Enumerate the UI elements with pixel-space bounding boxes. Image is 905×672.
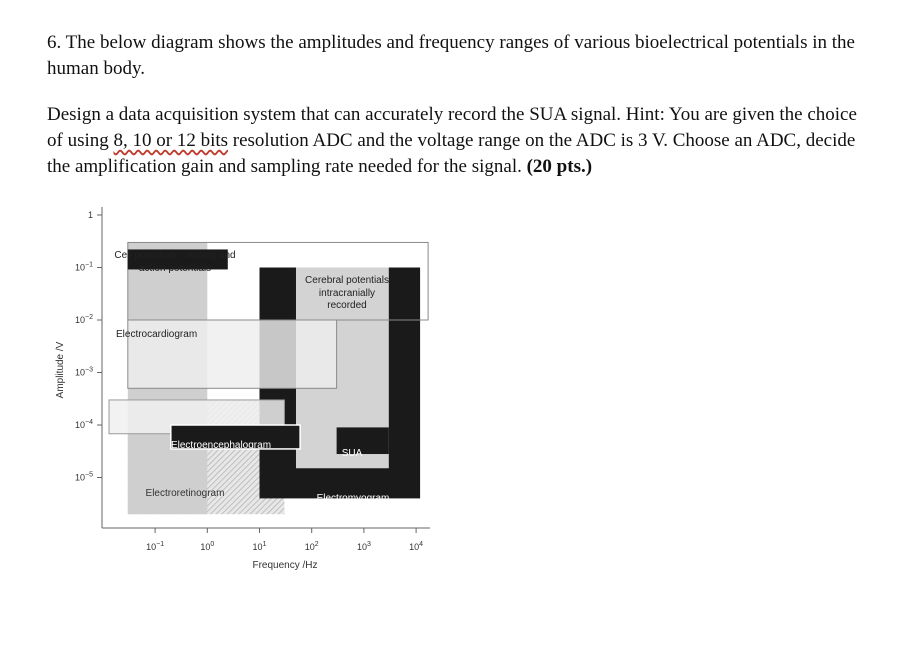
question-intro: 6. The below diagram shows the amplitudes and frequency ranges of various bioelectrical potentials in the human body. (47, 32, 855, 79)
label-cerebral-line2: intracranially (318, 288, 376, 299)
y-axis-label: Amplitude /V (55, 341, 66, 399)
x-tick-label: $10^0$ (200, 541, 215, 552)
x-tick-label: $10^2$ (304, 541, 319, 552)
label-electroencephalogram: Electroencephalogram (170, 440, 272, 451)
task-points: (20 pts.) (526, 156, 593, 177)
x-tick-label: $10^3$ (356, 541, 371, 552)
task-bits-spellcheck: 8, 10 or 12 bits (113, 130, 229, 151)
x-tick-label: $10^{-1}$ (146, 541, 165, 552)
task-text-end: resolution ADC and the voltage range on the ADC is 3 V. Choose an ADC, decide the amplification gain and sampling rate needed for the signal. (47, 130, 856, 177)
x-axis-ticks (146, 528, 423, 552)
x-tick-label: $10^1$ (252, 541, 267, 552)
label-cerebral-line3: recorded (327, 300, 367, 311)
x-axis-label: Frequency /Hz (252, 560, 318, 571)
label-electrocardiogram: Electrocardiogram (116, 329, 198, 340)
y-axis-ticks (75, 210, 102, 483)
label-electromyogram: Electromyogram (316, 493, 390, 504)
y-tick-label: $10^{-2}$ (75, 314, 93, 325)
x-tick-label: $10^4$ (409, 541, 424, 552)
y-tick-label: $10^{-5}$ (75, 471, 93, 483)
task-text-start: Design a data acquisition system that can accurately record the SUA signal. Hint: You are given the choice of using (47, 104, 857, 151)
label-cerebral-line1: Cerebral potentials (305, 275, 389, 286)
y-tick-label: $10^{-1}$ (75, 261, 93, 273)
label-electroretinogram: Electroretinogram (145, 488, 225, 499)
label-cell-potentials-line2: action potentials (138, 263, 212, 274)
y-tick-label: $10^{-3}$ (75, 366, 93, 378)
y-tick-label: $10^{-4}$ (75, 419, 93, 430)
label-sua: SUA (341, 448, 363, 459)
y-tick-label: 1 (87, 210, 93, 220)
label-muscle-potentials: Muscle potentials (116, 228, 194, 239)
label-cell-potentials-line1: Cell potentials - resting and (114, 250, 236, 261)
